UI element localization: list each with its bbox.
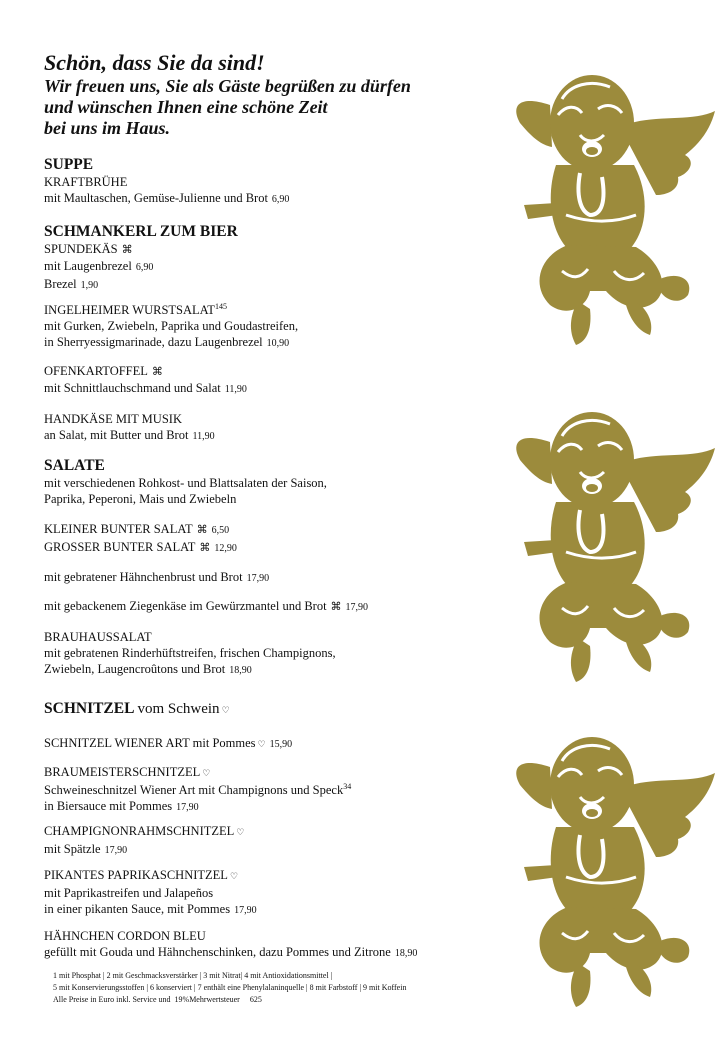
dish-name: Brezel [44, 277, 77, 291]
dish-price: 17,90 [176, 802, 199, 813]
dish-desc: Schweineschnitzel Wiener Art mit Champignons und Speck [44, 783, 344, 797]
dish-price: 6,90 [271, 194, 290, 205]
dish-name: HANDKÄSE MIT MUSIK [44, 412, 182, 426]
dish-cordon-bleu [44, 928, 417, 962]
dish-name: CHAMPIGNONRAHMSCHNITZEL [44, 824, 235, 838]
dish-desc: mit Schnittlauchschmand und Salat [44, 381, 221, 395]
dish-price: 17,90 [345, 602, 369, 613]
veg-symbol-icon: ⌘ [121, 243, 133, 256]
dish-name: SPUNDEKÄS [44, 242, 118, 256]
dish-desc: in Biersauce mit Pommes [44, 799, 173, 813]
angel-icon [510, 62, 720, 358]
dish-name: OFENKARTOFFEL [44, 364, 148, 378]
dish-price: 6,50 [211, 525, 230, 536]
dish-name: KLEINER BUNTER SALAT [44, 522, 193, 536]
dish-name: KRAFTBRÜHE [44, 175, 128, 189]
section-subheading: vom Schwein [137, 701, 220, 717]
section-suppe [44, 156, 289, 208]
dish-price: 11,90 [224, 384, 247, 395]
angel-icon [510, 724, 720, 1020]
dish-price: 1,90 [80, 280, 99, 291]
dish-desc: mit Gurken, Zwiebeln, Paprika und Goudastreifen, [44, 319, 299, 333]
dish-price: 17,90 [234, 905, 257, 916]
heart-icon: ♡ [257, 740, 266, 750]
welcome-title: Schön, dass Sie da sind! [44, 50, 265, 75]
dish-brauhaussalat [44, 629, 336, 679]
dish-price: 17,90 [104, 845, 128, 856]
section-schmankerl [44, 223, 238, 294]
dish-price: 18,90 [229, 665, 252, 676]
dish-desc: gefüllt mit Gouda und Hähnchenschinken, dazu Pommes und Zitrone [44, 945, 391, 959]
section-salate [44, 457, 327, 507]
dish-price: 10,90 [266, 338, 290, 349]
dish-handkaese [44, 411, 215, 445]
heart-icon: ♡ [236, 828, 245, 838]
veg-symbol-icon: ⌘ [151, 365, 163, 378]
welcome-intro [44, 50, 411, 139]
dish-champignonrahmschnitzel [44, 823, 244, 859]
dish-desc: mit Laugenbrezel [44, 259, 132, 273]
dish-name: INGELHEIMER WURSTSALAT [44, 303, 215, 317]
dish-salat-haehnchen [44, 569, 269, 587]
dish-price: 12,90 [214, 543, 237, 554]
dish-desc: in Sherryessigmarinade, dazu Laugenbrezel [44, 335, 263, 349]
heart-icon: ♡ [229, 872, 239, 882]
dish-price: 15,90 [269, 739, 293, 750]
footer-line: 5 mit Konservierungsstoffen | 6 konserviert | 7 enthält eine Phenylalaninquelle | 8 mit Farbstoff | 9 mit Koffein [53, 983, 407, 992]
section-schnitzel [44, 700, 230, 720]
section-desc: mit verschiedenen Rohkost- und Blattsalaten der Saison, [44, 476, 327, 490]
dish-name: BRAUHAUSSALAT [44, 630, 152, 644]
welcome-line: und wünschen Ihnen eine schöne Zeit [44, 97, 328, 117]
dish-desc: mit Spätzle [44, 842, 101, 856]
dish-braumeisterschnitzel [44, 764, 351, 816]
section-desc: Paprika, Peperoni, Mais und Zwiebeln [44, 492, 237, 506]
heart-icon: ♡ [221, 706, 230, 716]
dish-desc: mit Maultaschen, Gemüse-Julienne und Brot [44, 191, 268, 205]
section-heading: SCHMANKERL ZUM BIER [44, 223, 238, 240]
dish-name: BRAUMEISTERSCHNITZEL [44, 765, 201, 779]
allergen-ref: 145 [214, 301, 227, 311]
welcome-line: bei uns im Haus. [44, 118, 171, 138]
dish-bunter-salat [44, 521, 237, 557]
veg-symbol-icon: ⌘ [199, 541, 211, 554]
dish-price: 11,90 [192, 431, 215, 442]
dish-price: 18,90 [394, 948, 418, 959]
dish-name: HÄHNCHEN CORDON BLEU [44, 929, 206, 943]
dish-name: SCHNITZEL WIENER ART mit Pommes [44, 736, 256, 750]
dish-desc: mit gebratenen Rinderhüftstreifen, frischen Champignons, [44, 646, 336, 660]
dish-desc: mit Paprikastreifen und Jalapeños [44, 886, 214, 900]
veg-symbol-icon: ⌘ [330, 600, 342, 613]
allergen-ref: 34 [343, 781, 352, 791]
dish-paprikaschnitzel [44, 867, 257, 919]
footer-line: 1 mit Phosphat | 2 mit Geschmacksverstärker | 3 mit Nitrat| 4 mit Antioxidationsmittel | [53, 971, 333, 980]
section-heading: SALATE [44, 457, 105, 474]
dish-salat-ziegenkaese [44, 598, 368, 616]
dish-name: GROSSER BUNTER SALAT [44, 540, 196, 554]
angel-icon [510, 398, 720, 696]
section-heading: SCHNITZEL [44, 700, 134, 717]
dish-price: 17,90 [246, 573, 270, 584]
dish-desc: Zwiebeln, Laugencroûtons und Brot [44, 662, 226, 676]
dish-desc: mit gebratener Hähnchenbrust und Brot [44, 570, 243, 584]
dish-wurstsalat [44, 302, 298, 352]
dish-ofenkartoffel [44, 363, 247, 398]
veg-symbol-icon: ⌘ [196, 523, 208, 536]
dish-schnitzel-wiener [44, 735, 292, 753]
footer-line: Alle Preise in Euro inkl. Service und 19%Mehrwertsteuer 625 [53, 995, 262, 1004]
dish-price: 6,90 [135, 262, 154, 273]
dish-desc: mit gebackenem Ziegenkäse im Gewürzmantel und Brot [44, 599, 327, 613]
dish-desc: an Salat, mit Butter und Brot [44, 428, 189, 442]
heart-icon: ♡ [202, 769, 211, 779]
footer-notes [53, 970, 406, 1006]
section-heading: SUPPE [44, 156, 94, 173]
welcome-line: Wir freuen uns, Sie als Gäste begrüßen zu dürfen [44, 76, 411, 96]
dish-desc: in einer pikanten Sauce, mit Pommes [44, 902, 231, 916]
dish-name: PIKANTES PAPRIKASCHNITZEL [44, 868, 228, 882]
